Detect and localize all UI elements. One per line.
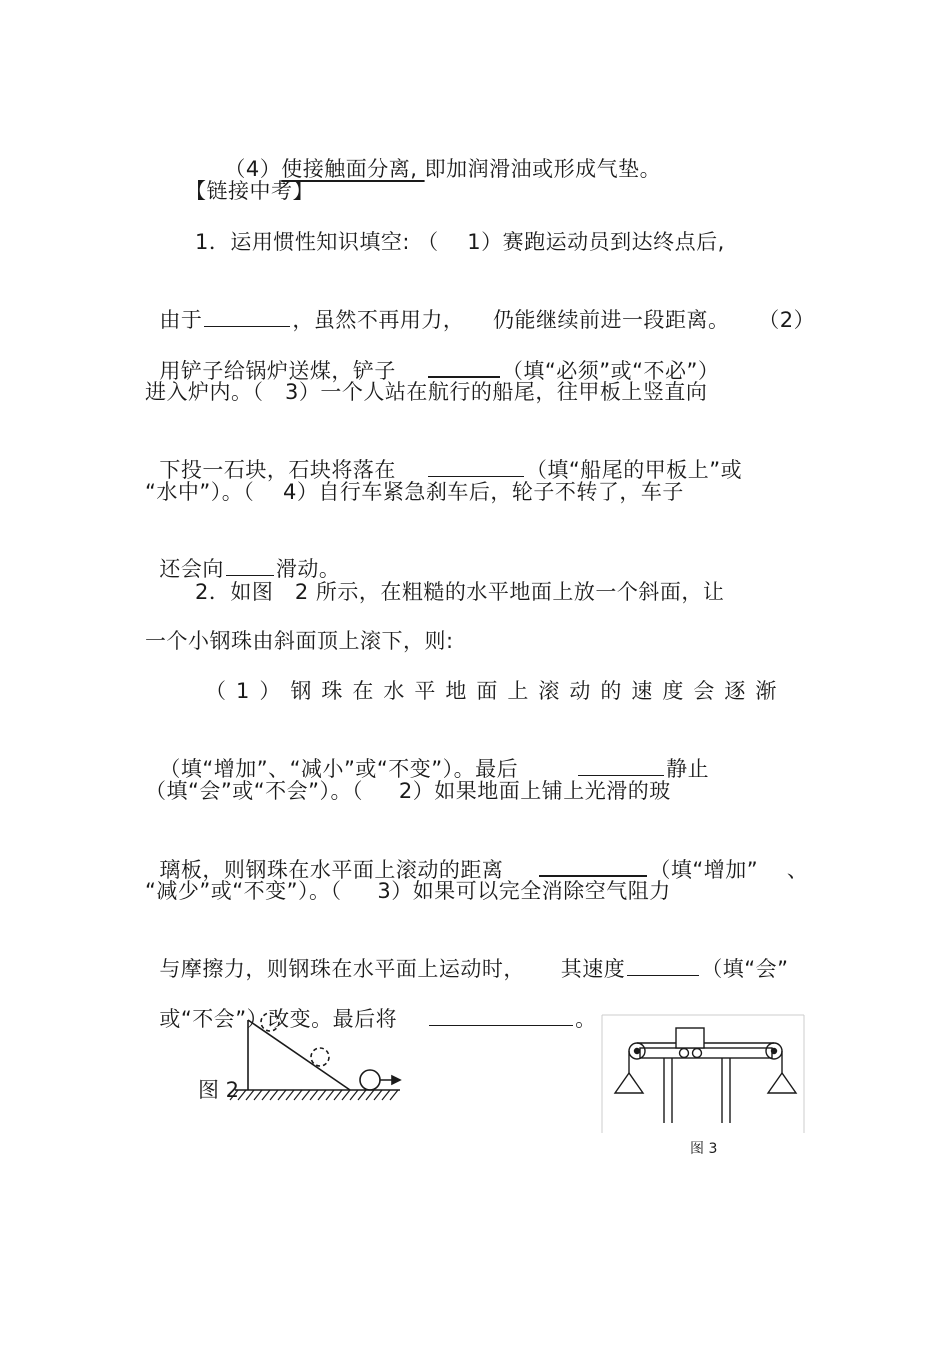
text: 由于 xyxy=(159,308,203,332)
q1-line-1: 1．运用惯性知识填空: （ 1）赛跑运动员到达终点后, xyxy=(195,230,725,254)
q1-line-4: 进入炉内。（ 3）一个人站在航行的船尾，往甲板上竖直向 xyxy=(145,380,708,404)
figure-3-caption: 图 3 xyxy=(690,1141,718,1157)
answer-blank[interactable] xyxy=(204,306,290,327)
answer-blank[interactable] xyxy=(539,855,647,877)
q1-line-7 xyxy=(145,527,340,583)
answer-blank[interactable] xyxy=(627,955,699,976)
text: （填“必须”或“不必”） xyxy=(501,359,720,383)
answer-blank[interactable] xyxy=(428,356,500,378)
text: 或“不会”）改变。最后将 xyxy=(159,1007,398,1031)
q2-line-6 xyxy=(145,827,808,884)
text: 静止 xyxy=(666,757,710,781)
text: ，虽然不再用力， 仍能继续前进一段距离。 （2） xyxy=(292,308,816,332)
answer-blank[interactable] xyxy=(428,456,524,477)
text: 。 xyxy=(575,1007,597,1031)
text: （填“增加” 、 xyxy=(649,858,809,882)
answer-blank[interactable] xyxy=(429,1005,573,1026)
text: （填“增加”、“减小”或“不变”）。最后 xyxy=(159,757,519,781)
text: 璃板，则钢珠在水平面上滚动的距离 xyxy=(159,858,504,882)
item-number: （4） xyxy=(224,157,282,181)
q1-line-2 xyxy=(145,278,815,334)
paragraph-4 xyxy=(210,127,661,183)
figure-3-pulley-table xyxy=(602,1015,804,1133)
text: 用铲子给锅炉送煤，铲子 xyxy=(159,359,396,383)
answer-blank[interactable] xyxy=(578,755,664,776)
text: 与摩擦力，则钢珠在水平面上运动时， 其速度 xyxy=(159,957,626,981)
text: 下投一石块，石块将落在 xyxy=(159,458,396,482)
text: 滑动。 xyxy=(275,557,341,581)
text: （填“船尾的甲板上”或 xyxy=(525,458,743,482)
text: （填“会” xyxy=(701,957,789,981)
underlined-text: 使接触面分离, xyxy=(281,157,425,181)
answer-blank[interactable] xyxy=(226,555,274,576)
text: 还会向 xyxy=(159,557,224,581)
q1-line-5 xyxy=(145,428,742,484)
q2-line-4 xyxy=(145,727,709,783)
q2-line-3: （1）钢珠在水平地面上滚动的速度会逐渐 xyxy=(205,679,787,703)
q2-line-2: 一个小钢珠由斜面顶上滚下，则: xyxy=(145,629,454,653)
q2-line-1: 2．如图 2 所示，在粗糙的水平地面上放一个斜面，让 xyxy=(195,580,725,604)
item-text: 即加润滑油或形成气垫。 xyxy=(424,157,662,181)
section-heading: 【链接中考】 xyxy=(185,179,314,203)
q1-line-6: “水中”）。（ 4）自行车紧急刹车后，轮子不转了，车子 xyxy=(145,480,684,504)
q1-line-3 xyxy=(145,328,719,385)
figure-2-incline xyxy=(230,1010,410,1110)
q2-line-7: “减少”或“不变”）。（ 3）如果可以完全消除空气阻力 xyxy=(145,879,671,903)
q2-line-8 xyxy=(145,927,789,983)
q2-line-5: （填“会”或“不会”）。（ 2）如果地面上铺上光滑的玻 xyxy=(145,779,671,803)
figure-2-label: 图 2 xyxy=(198,1078,240,1102)
